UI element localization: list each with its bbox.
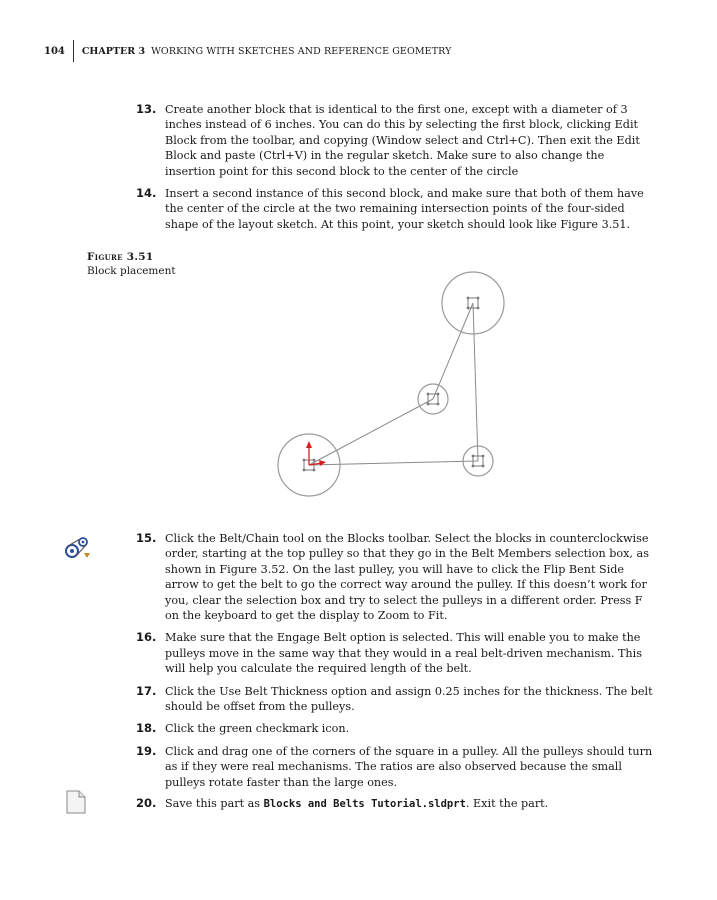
- step-number: 16.: [136, 630, 157, 645]
- step-15: [136, 531, 656, 623]
- figure-label: Figure 3.51: [87, 251, 154, 263]
- file-name: Blocks and Belts Tutorial.sldprt: [263, 798, 466, 810]
- step-number: 14.: [136, 186, 157, 201]
- step-text: [165, 796, 656, 812]
- sketch-origin-icon: [306, 441, 326, 466]
- belt-chain-tool-icon: [64, 536, 92, 560]
- step-text-after: . Exit the part.: [465, 797, 549, 810]
- step-number: 18.: [136, 721, 157, 736]
- step-number: 15.: [136, 531, 157, 545]
- step-20-block: [136, 796, 656, 819]
- step-18: [136, 721, 656, 736]
- step-number: 19.: [136, 743, 157, 758]
- block-placement-figure: [270, 265, 510, 505]
- step-19: [136, 744, 656, 790]
- chapter-title: WORKING WITH SKETCHES AND REFERENCE GEOMETRY: [151, 45, 452, 57]
- step-13: [136, 102, 656, 179]
- step-17: [136, 684, 656, 715]
- step-20: [136, 796, 656, 812]
- header-divider: [73, 40, 74, 62]
- step-16: [136, 630, 656, 676]
- step-text: Insert a second instance of this second block, and make sure that both of them have the center of the circle at the two remaining intersection points of the four-sided shape of the layout sketch. At this point, your sketch should look like Figure 3.51.: [165, 187, 644, 231]
- step-text: Make sure that the Engage Belt option is selected. This will enable you to make the pulleys move in the same way that they would in a real belt-driven mechanism. This will help you calculate the required length of the belt.: [165, 631, 642, 676]
- step-number: 13.: [136, 102, 157, 116]
- step-text: Create another block that is identical to the first one, except with a diameter of 3 inches instead of 6 inches. You can do this by selecting the first block, clicking Edit Block from the toolbar, and copying (Window select and Ctrl+C). Then exit the Edit Block and paste (Ctrl+V) in the regular sketch. Make sure to also change the insertion point for this second block to the center of the circle: [165, 103, 640, 178]
- document-note-icon: [66, 790, 86, 814]
- figure-caption: [87, 250, 176, 278]
- steps-top: [136, 102, 656, 239]
- running-header: [44, 40, 451, 62]
- step-text: Click the Belt/Chain tool on the Blocks toolbar. Select the blocks in counterclockwise order, starting at the top pulley so that they go in the Belt Members selection box, as shown in Figure 3.52. On the last pulley, you will have to click the Flip Bent Side arrow to get the belt to go the correct way around the pulley. If this doesn’t work for you, clear the selection box and try to select the pulleys in a different order. Press F on the keyboard to get the display to Zoom to Fit.: [165, 532, 649, 623]
- step-text: Click the green checkmark icon.: [165, 722, 350, 736]
- step-text-before: Save this part as: [165, 797, 264, 810]
- steps-bottom: [136, 531, 656, 797]
- step-number: 20.: [136, 796, 157, 810]
- chapter-label: CHAPTER 3: [81, 45, 146, 57]
- step-text: Click and drag one of the corners of the square in a pulley. All the pulleys should turn as if they were real mechanisms. The ratios are also observed because the small pulleys rotate faster than the large ones.: [165, 744, 653, 789]
- sketch-line: [473, 303, 478, 461]
- sketch-line: [309, 399, 433, 465]
- step-number: 17.: [136, 683, 157, 698]
- step-text: Click the Use Belt Thickness option and assign 0.25 inches for the thickness. The belt should be offset from the pulleys.: [165, 684, 653, 714]
- step-14: [136, 186, 656, 232]
- page-number: 104: [44, 45, 65, 57]
- sketch-line: [309, 461, 478, 465]
- figure-caption-text: Block placement: [87, 265, 176, 277]
